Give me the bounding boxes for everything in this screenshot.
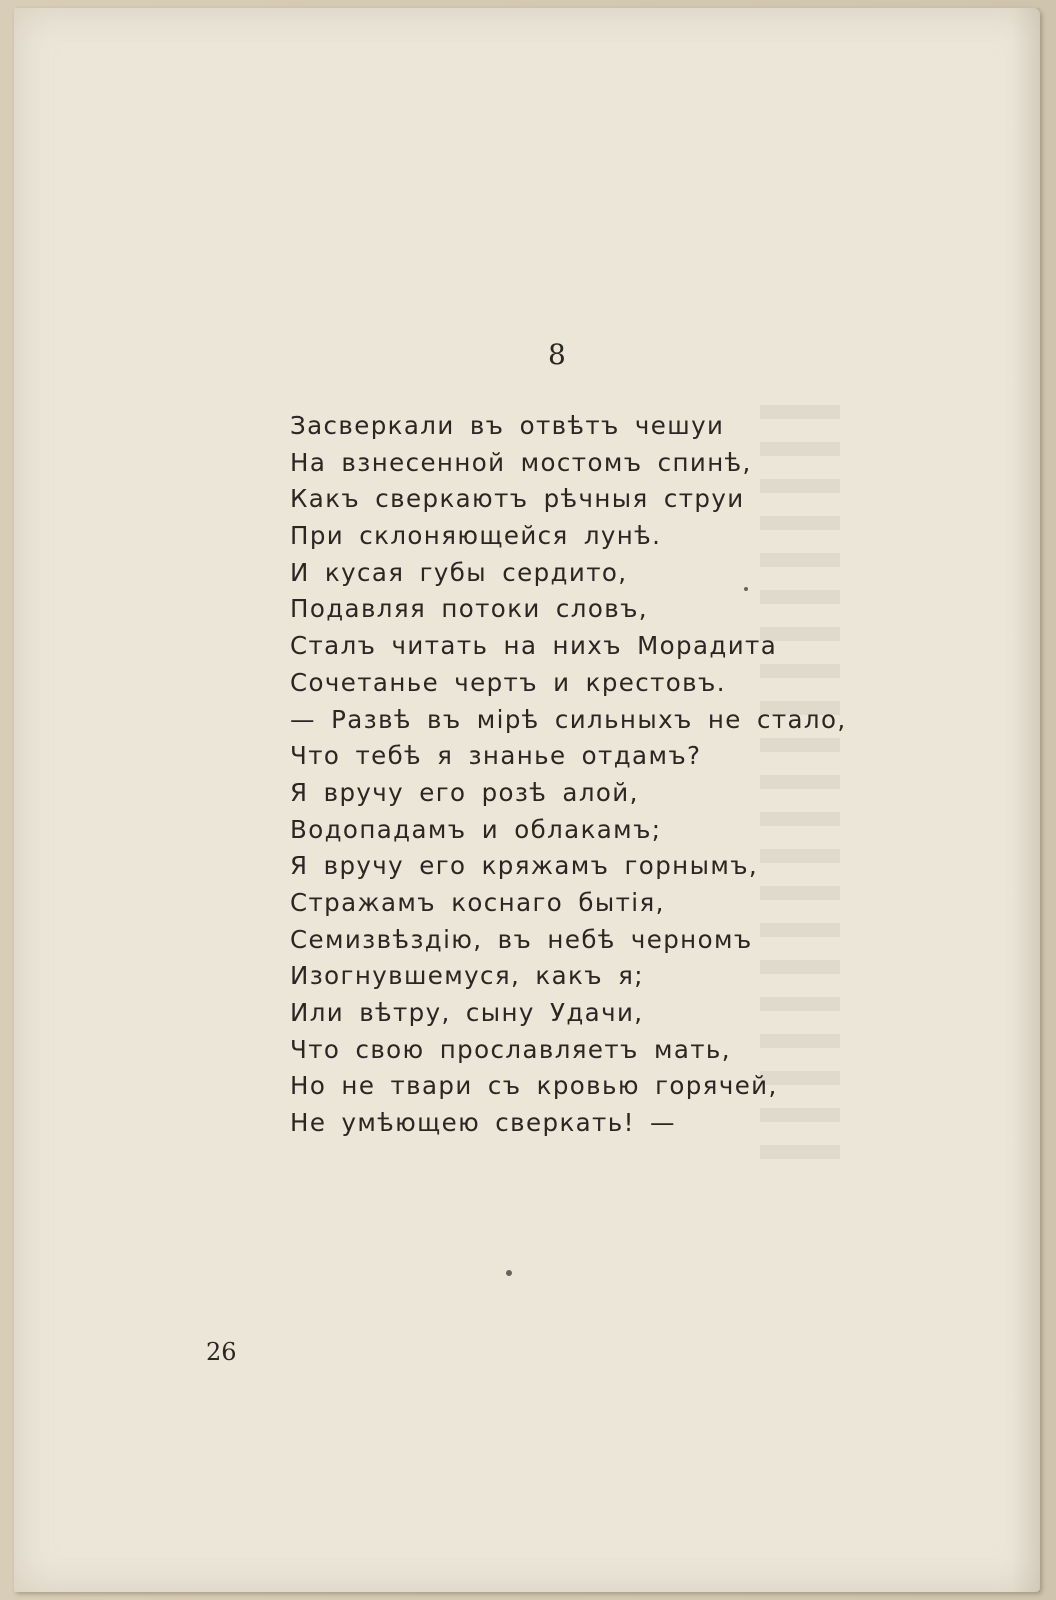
poem-line: Какъ сверкаютъ рѣчныя струи (290, 484, 745, 514)
ink-speck (506, 1270, 512, 1276)
poem-line: Не умѣющею сверкать! — (290, 1108, 676, 1138)
ink-speck (744, 587, 748, 591)
poem-line: — Развѣ въ мірѣ сильныхъ не стало, (290, 704, 847, 734)
poem-line: Я вручу его розѣ алой, (290, 777, 639, 807)
poem-line: Сталъ читать на нихъ Морадита (290, 631, 778, 661)
poem-line: Что тебѣ я знанье отдамъ? (290, 741, 702, 771)
poem-line: Семизвѣздію, въ небѣ черномъ (290, 924, 753, 954)
poem-line: Но не твари съ кровью горячей, (290, 1071, 778, 1101)
poem-line: Что свою прославляетъ мать, (290, 1034, 731, 1064)
poem-line: И кусая губы сердито, (290, 557, 628, 587)
poem-line: Подавляя потоки словъ, (290, 594, 648, 624)
poem-text (290, 408, 847, 1142)
poem-number: 8 (548, 338, 566, 371)
page-number: 26 (206, 1338, 237, 1366)
page-edge-shadow (1012, 8, 1040, 1592)
poem-line: При склоняющейся лунѣ. (290, 521, 662, 551)
poem-line: Я вручу его кряжамъ горнымъ, (290, 851, 759, 881)
poem-line: Или вѣтру, сыну Удачи, (290, 998, 644, 1027)
poem-line: Стражамъ коснаго бытія, (290, 887, 665, 917)
poem-line: На взнесенной мостомъ спинѣ, (290, 447, 752, 477)
poem-line: Изогнувшемуся, какъ я; (290, 961, 644, 991)
poem-line: Засверкали въ отвѣтъ чешуи (290, 411, 725, 440)
poem-line: Водопадамъ и облакамъ; (290, 814, 662, 844)
poem-line: Сочетанье чертъ и крестовъ. (290, 667, 726, 697)
